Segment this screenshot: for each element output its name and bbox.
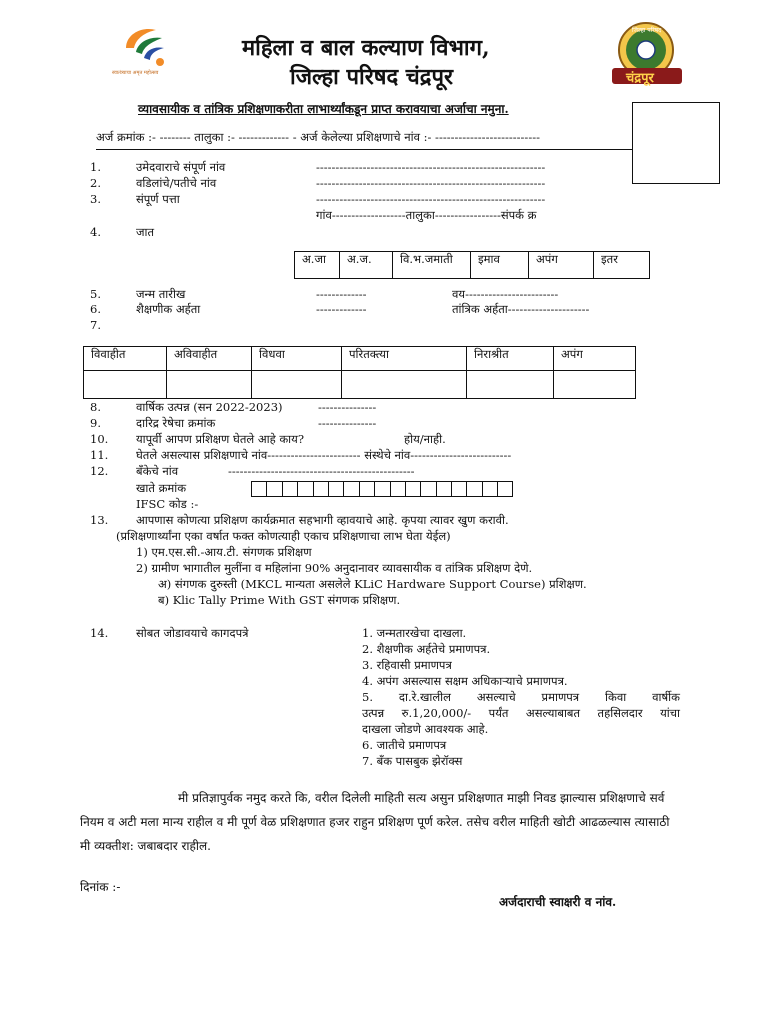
document-item: 3. रहिवासी प्रमाणपत्र	[362, 658, 452, 672]
field-label: शैक्षणीक अर्हता	[136, 302, 201, 316]
marital-option: अविवाहीत	[167, 347, 252, 371]
field-number: 2.	[90, 176, 101, 190]
field-blank[interactable]: -----------------------------------------------------------	[316, 176, 546, 190]
marital-option: निराश्रीत	[467, 347, 554, 371]
header-divider	[96, 149, 632, 150]
field-label: संपूर्ण पत्ता	[136, 192, 180, 206]
field-blank[interactable]: -----------------------------------------------------------	[316, 192, 546, 206]
field-number: 9.	[90, 416, 101, 430]
marital-option: अपंग	[554, 347, 636, 371]
document-item: 6. जातीचे प्रमाणपत्र	[362, 738, 447, 752]
field-label: यापूर्वी आपण प्रशिक्षण घेतले आहे काय?	[136, 432, 304, 446]
marital-checkbox[interactable]	[467, 371, 554, 399]
field-label: जन्म तारीख	[136, 287, 186, 301]
zilla-parishad-seal	[608, 20, 688, 88]
caste-option[interactable]: अपंग	[529, 252, 594, 279]
field-number: 14.	[90, 626, 109, 640]
field-blank[interactable]: -------------	[316, 287, 367, 301]
documents-label: सोबत जोडावयाचे कागदपत्रे	[136, 626, 249, 640]
previous-training-field[interactable]: घेतले असल्यास प्रशिक्षणाचे नांव------------------------ संस्थेचे नांव--------------------------	[136, 448, 512, 462]
meta-line: अर्ज क्रमांक :- -------- तालुका :- ------------- - अर्ज केलेल्या प्रशिक्षणाचे नांव :- ---------------------------	[96, 130, 540, 144]
document-item: 1. जन्मतारखेचा दाखला.	[362, 626, 467, 640]
field-blank[interactable]: -----------------------------------------------------------	[316, 160, 546, 174]
declaration-paragraph: मी प्रतिज्ञापुर्वक नमुद करते कि, वरील दिलेली माहिती सत्य असुन प्रशिक्षणात माझी निवड झाल्यास प्रशिक्षणाचे सर्व नियम व अटी मला मान्य राहील व मी पूर्ण वेळ प्रशिक्षणात हजर राहुन प्रशिक्षण पूर्ण करेल. तसेच वरील माहिती खोटी आढळल्यास त्यासाठी मी व्यक्तीश: जबाबदार राहील.	[80, 791, 670, 853]
field-blank[interactable]: ------------------------------------------------	[228, 464, 415, 478]
marital-option: परितक्त्या	[342, 347, 467, 371]
date-label: दिनांक :-	[80, 880, 121, 894]
document-item: दाखला जोडणे आवश्यक आहे.	[362, 722, 489, 736]
caste-option[interactable]: वि.भ.जमाती	[393, 252, 471, 279]
document-item: 7. बँक पासबुक झेरॉक्स	[362, 754, 463, 768]
marital-option: विधवा	[252, 347, 342, 371]
marital-option: विवाहीत	[84, 347, 167, 371]
document-item: 5. दा.रे.खालील असल्याचे प्रमाणपत्र किवा वार्षीक	[362, 690, 680, 704]
account-number-label: खाते क्रमांक	[136, 481, 187, 495]
page-title-line1: महिला व बाल कल्याण विभाग,	[242, 35, 490, 61]
marital-status-table	[83, 346, 636, 399]
field-blank[interactable]: ---------------	[318, 416, 377, 430]
training-option[interactable]: 1) एम.एस.सी.-आय.टी. संगणक प्रशिक्षण	[136, 545, 312, 559]
address-line2[interactable]: गांव-------------------तालुका-----------------संपर्क क्र	[316, 208, 537, 222]
caste-option[interactable]: इतर	[594, 252, 650, 279]
caste-option[interactable]: इमाव	[471, 252, 529, 279]
marital-checkbox[interactable]	[167, 371, 252, 399]
seal-top-text: जिल्हा परिषद	[632, 27, 662, 34]
training-suboption[interactable]: अ) संगणक दुरुस्ती (MKCL मान्यता असलेले KLiC Hardware Support Course) प्रशिक्षण.	[158, 577, 587, 591]
field-number: 5.	[90, 287, 101, 301]
age-field[interactable]: वय------------------------	[452, 287, 559, 301]
field-label: वार्षिक उत्पन्न (सन 2022-2023)	[136, 400, 283, 414]
azadi-ka-amrit-mahotsav-logo	[112, 22, 188, 84]
seal-caption: चंद्रपूर	[626, 71, 654, 86]
field-number: 7.	[90, 318, 101, 332]
caste-option[interactable]: अ.जा	[295, 252, 340, 279]
left-logo-caption: स्वातंत्र्याचा अमृत महोत्सव	[112, 70, 159, 76]
applicant-signature-label: अर्जदाराची स्वाक्षरी व नांव.	[499, 895, 617, 909]
field-blank[interactable]: -------------	[316, 302, 367, 316]
training-question: आपणास कोणत्या प्रशिक्षण कार्यक्रमात सहभागी व्हावयाचे आहे. कृपया त्यावर खुण करावी.	[136, 513, 509, 527]
training-suboption[interactable]: ब) Klic Tally Prime With GST संगणक प्रशिक्षण.	[158, 593, 401, 607]
training-option[interactable]: 2) ग्रामीण भागातील मुलींना व महिलांना 90% अनुदानावर व्यावसायीक व तांत्रिक प्रशिक्षण देणे.	[136, 561, 533, 575]
training-note: (प्रशिक्षणार्थ्यांना एका वर्षात फक्त कोणत्याही एकाच प्रशिक्षणाचा लाभ घेता येईल)	[116, 529, 451, 543]
field-number: 3.	[90, 192, 101, 206]
account-number-boxes[interactable]	[251, 481, 513, 497]
form-subtitle: व्यावसायीक व तांत्रिक प्रशिक्षणाकरीता लाभार्थ्यांकडून प्राप्त करावयाचा अर्जाचा नमुना.	[138, 102, 509, 116]
field-label: वडिलांचे/पतीचे नांव	[136, 176, 217, 190]
field-blank[interactable]: ---------------	[318, 400, 377, 414]
field-number: 11.	[90, 448, 109, 462]
field-number: 8.	[90, 400, 101, 414]
caste-option[interactable]: अ.ज.	[340, 252, 393, 279]
marital-checkbox[interactable]	[342, 371, 467, 399]
field-label: बँकेचे नांव	[136, 464, 179, 478]
marital-checkbox[interactable]	[84, 371, 167, 399]
technical-qualification-field[interactable]: तांत्रिक अर्हता---------------------	[452, 302, 590, 316]
document-item: उत्पन्न रु.1,20,000/- पर्यंत असल्याबाबत तहसिलदार यांचा	[362, 706, 680, 720]
caste-table	[294, 251, 650, 279]
field-number: 4.	[90, 225, 101, 239]
document-item: 2. शैक्षणीक अर्हतेचे प्रमाणपत्र.	[362, 642, 491, 656]
field-number: 10.	[90, 432, 109, 446]
field-label: जात	[136, 225, 155, 239]
field-label: उमेदवाराचे संपूर्ण नांव	[136, 160, 226, 174]
field-number: 13.	[90, 513, 109, 527]
field-number: 12.	[90, 464, 109, 478]
ifsc-label: IFSC कोड :-	[136, 497, 199, 511]
photo-box[interactable]	[632, 102, 720, 184]
field-number: 1.	[90, 160, 101, 174]
document-item: 4. अपंग असल्यास सक्षम अधिकाऱ्याचे प्रमाणपत्र.	[362, 674, 568, 688]
field-label: दारिद्र रेषेचा क्रमांक	[136, 416, 216, 430]
marital-checkbox[interactable]	[554, 371, 636, 399]
field-number: 6.	[90, 302, 101, 316]
page-title-line2: जिल्हा परिषद चंद्रपूर	[290, 64, 453, 90]
marital-checkbox[interactable]	[252, 371, 342, 399]
yes-no-option[interactable]: होय/नाही.	[404, 432, 446, 446]
